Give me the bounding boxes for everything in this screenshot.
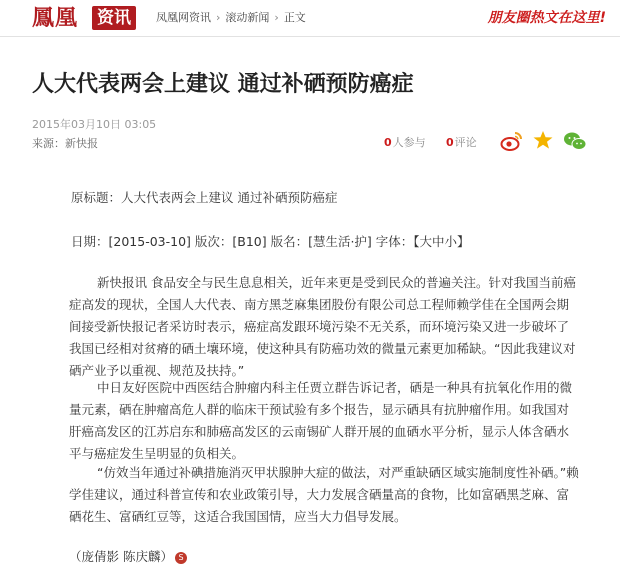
channel-logo[interactable]: 资讯 — [92, 6, 136, 30]
breadcrumb — [156, 11, 306, 25]
breadcrumb-item-home[interactable]: 凤凰网资讯 — [156, 11, 211, 24]
breadcrumb-separator: › — [216, 11, 221, 24]
participants-label: 人参与 — [392, 136, 426, 149]
author-names: （庞倩影 陈庆麟） — [69, 549, 173, 564]
comments-label: 评论 — [454, 136, 477, 149]
comments-count[interactable] — [446, 136, 477, 150]
top-bar — [0, 0, 620, 37]
participants-number: 0 — [384, 136, 392, 149]
article-source — [32, 137, 98, 151]
weibo-icon[interactable] — [500, 130, 524, 152]
comments-number: 0 — [446, 136, 454, 149]
star-icon[interactable] — [533, 130, 553, 150]
wechat-icon[interactable] — [563, 130, 587, 152]
promo-link[interactable]: 朋友圈热文在这里! — [487, 10, 606, 26]
participants-count[interactable] — [384, 136, 426, 150]
sohu-badge-icon: S — [175, 552, 187, 564]
article-author — [69, 547, 187, 565]
publish-date: 2015年03月10日 03:05 — [32, 118, 157, 131]
site-logo[interactable]: 鳳凰 — [32, 5, 79, 31]
source-name[interactable]: 新快报 — [65, 137, 98, 150]
article-title: 人大代表两会上建议 通过补硒预防癌症 — [32, 72, 414, 97]
paragraph: 中日友好医院中西医结合肿瘤内科主任贾立群告诉记者，硒是一种具有抗氧化作用的微量元素，硒在肿瘤高危人群的临床干预试验有多个报告，显示硒具有抗肿瘤作用。如我国对肝癌高发区的江苏启东和肺癌高发区的云南锡矿人群开展的血硒水平分析，显示人体含硒水平与癌症发生呈明显的负相关。 — [69, 380, 573, 461]
source-label: 来源： — [32, 137, 65, 150]
paragraph: 新快报讯 食品安全与民生息息相关，近年来更是受到民众的普遍关注。针对我国当前癌症高发的现状，全国人大代表、南方黑芝麻集团股份有限公司总工程师赖学佳在全国两会期间接受新快报记者采访时表示，癌症高发跟环境污染不无关系，而环境污染又进一步破坏了我国已经相对贫瘠的硒土壤环境，使这种具有防癌功效的微量元素更加稀缺。“因此我建议对硒产业予以重视、规范及扶持。” — [69, 275, 576, 378]
paragraph: “仿效当年通过补碘措施消灭甲状腺肿大症的做法，对严重缺硒区域实施制度性补硒。”赖学佳建议，通过科普宣传和农业政策引导，大力发展含硒量高的食物，比如富硒黑芝麻、富硒花生、富硒红豆等，这适合我国国情，应当大力倡导发展。 — [69, 465, 579, 524]
breadcrumb-separator: › — [274, 11, 279, 24]
original-title: 原标题：人大代表两会上建议 通过补硒预防癌症 — [71, 190, 338, 205]
article-meta-line: 日期：[2015-03-10] 版次：[B10] 版名：[慧生活·护] 字体：【大中小】 — [71, 234, 470, 249]
breadcrumb-item-scroll-news[interactable]: 滚动新闻 — [225, 11, 270, 24]
breadcrumb-item-current: 正文 — [283, 11, 306, 24]
